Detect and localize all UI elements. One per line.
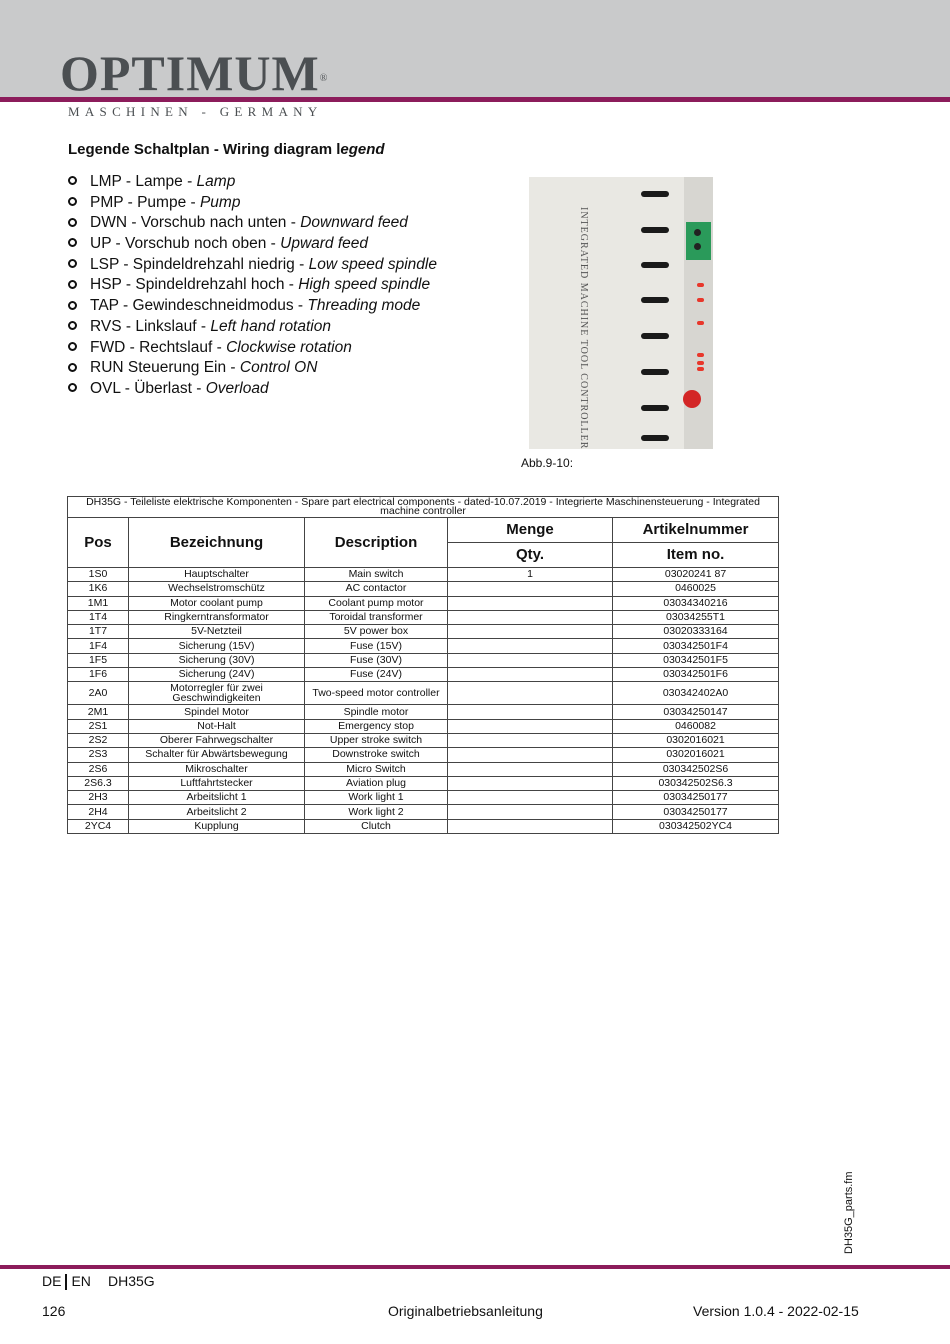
table-cell: Ringkerntransformator — [129, 610, 305, 624]
table-cell: Micro Switch — [305, 762, 448, 776]
table-row — [68, 639, 779, 653]
bullet-icon — [68, 176, 77, 185]
vent-slot — [641, 262, 669, 268]
table-cell — [448, 596, 613, 610]
status-led — [697, 367, 704, 371]
table-cell: Arbeitslicht 2 — [129, 805, 305, 819]
table-cell: Clutch — [305, 819, 448, 833]
table-cell: 1T4 — [68, 610, 129, 624]
table-cell — [448, 719, 613, 733]
terminal-rail — [684, 177, 713, 449]
table-cell: AC contactor — [305, 582, 448, 596]
table-cell: 0302016021 — [613, 748, 779, 762]
table-cell: 1K6 — [68, 582, 129, 596]
table-cell: 1S0 — [68, 568, 129, 582]
table-cell — [448, 776, 613, 790]
table-cell: Motor coolant pump — [129, 596, 305, 610]
table-cell: 2YC4 — [68, 819, 129, 833]
vent-slot — [641, 227, 669, 233]
table-caption: DH35G - Teileliste elektrische Komponenten - Spare part electrical components - dated-10.07.2019 - Integrierte Maschinensteuerung - Integrated machine controller — [68, 497, 779, 518]
table-row — [68, 791, 779, 805]
table-cell: 03020241 87 — [613, 568, 779, 582]
legend-item-label: UP - Vorschub noch oben - — [90, 235, 281, 253]
bullet-icon — [68, 197, 77, 206]
legend-item-label: PMP - Pumpe - — [90, 193, 200, 211]
footer-language: DE EN — [42, 1273, 91, 1289]
legend-item — [68, 296, 437, 317]
table-cell: 2H3 — [68, 791, 129, 805]
table-row — [68, 668, 779, 682]
table-cell: Sicherung (24V) — [129, 668, 305, 682]
vent-slot — [641, 405, 669, 411]
status-led — [697, 321, 704, 325]
legend-item-translation: Pump — [199, 193, 241, 211]
legend-item — [68, 358, 437, 379]
legend-item — [68, 338, 437, 359]
col-item: Item no. — [613, 543, 779, 568]
legend-item-translation: High speed spindle — [298, 276, 431, 294]
table-cell: Spindle motor — [305, 705, 448, 719]
table-cell: Coolant pump motor — [305, 596, 448, 610]
table-cell: Toroidal transformer — [305, 610, 448, 624]
table-cell: 1F5 — [68, 653, 129, 667]
legend-item-label: RUN Steuerung Ein - — [90, 359, 240, 377]
table-cell: Upper stroke switch — [305, 733, 448, 747]
bullet-icon — [68, 218, 77, 227]
table-cell: Not-Halt — [129, 719, 305, 733]
table-cell: Fuse (30V) — [305, 653, 448, 667]
parts-table — [67, 496, 779, 834]
table-cell — [448, 625, 613, 639]
table-cell: Aviation plug — [305, 776, 448, 790]
table-cell — [448, 682, 613, 705]
col-pos: Pos — [68, 518, 129, 568]
table-cell — [448, 791, 613, 805]
controller-photo — [529, 177, 713, 449]
table-cell: 2S6.3 — [68, 776, 129, 790]
side-filename: DH35G_parts.fm — [843, 1171, 855, 1254]
legend-item-label: OVL - Überlast - — [90, 379, 206, 397]
table-cell: Sicherung (30V) — [129, 653, 305, 667]
terminal-screw — [694, 243, 701, 250]
table-cell: 030342402A0 — [613, 682, 779, 705]
bullet-icon — [68, 259, 77, 268]
table-cell: Arbeitslicht 1 — [129, 791, 305, 805]
table-cell: Downstroke switch — [305, 748, 448, 762]
legend-item-translation: Lamp — [196, 173, 236, 190]
table-cell: Luftfahrtstecker — [129, 776, 305, 790]
col-artikel: Artikelnummer — [613, 518, 779, 543]
bullet-icon — [68, 301, 77, 310]
vent-slot — [641, 369, 669, 375]
legend-item-label: LMP - Lampe - — [90, 173, 197, 190]
legend-item-label: RVS - Linkslauf - — [90, 317, 211, 335]
footer-version: Version 1.0.4 - 2022-02-15 — [693, 1303, 859, 1319]
bullet-icon — [68, 383, 77, 392]
table-cell: 2S2 — [68, 733, 129, 747]
legend-item-translation: Low speed spindle — [308, 255, 437, 273]
table-cell — [448, 668, 613, 682]
table-cell: 5V power box — [305, 625, 448, 639]
legend-item — [68, 379, 437, 400]
table-cell: 03034340216 — [613, 596, 779, 610]
legend-item-label: HSP - Spindeldrehzahl hoch - — [90, 276, 299, 294]
table-cell: 0460082 — [613, 719, 779, 733]
table-cell: Motorregler für zwei Geschwindigkeiten — [129, 682, 305, 705]
brand-logo: OPTIMUM® — [60, 45, 329, 101]
legend-item-translation: Threading mode — [307, 297, 421, 315]
footer-document-title: Originalbetriebsanleitung — [388, 1303, 543, 1319]
table-cell: 03034255T1 — [613, 610, 779, 624]
table-cell: 0302016021 — [613, 733, 779, 747]
status-led — [697, 298, 704, 302]
legend-item — [68, 172, 437, 193]
table-cell — [448, 639, 613, 653]
table-row — [68, 805, 779, 819]
table-row — [68, 582, 779, 596]
col-menge: Menge — [448, 518, 613, 543]
table-cell: 030342502S6 — [613, 762, 779, 776]
status-led — [697, 361, 704, 365]
controller-photo-label: INTEGRATED MACHINE TOOL CONTROLLER — [578, 207, 589, 449]
section-title: Legende Schaltplan - Wiring diagram legend — [68, 141, 385, 158]
table-cell: Fuse (24V) — [305, 668, 448, 682]
table-cell: 1F4 — [68, 639, 129, 653]
legend-item-label: LSP - Spindeldrehzahl niedrig - — [90, 255, 309, 273]
table-cell: 03020333164 — [613, 625, 779, 639]
table-row — [68, 596, 779, 610]
table-cell: Work light 2 — [305, 805, 448, 819]
table-cell: 1 — [448, 568, 613, 582]
col-description: Description — [305, 518, 448, 568]
table-cell: 03034250177 — [613, 791, 779, 805]
table-row — [68, 719, 779, 733]
table-cell: 2S6 — [68, 762, 129, 776]
legend-item — [68, 255, 437, 276]
legend-item — [68, 317, 437, 338]
table-cell — [448, 610, 613, 624]
legend-item — [68, 234, 437, 255]
green-terminal-block — [686, 222, 711, 260]
table-cell: 0460025 — [613, 582, 779, 596]
table-row — [68, 762, 779, 776]
red-button — [683, 390, 701, 408]
legend-item-translation: Control ON — [239, 359, 318, 377]
table-cell: 030342501F4 — [613, 639, 779, 653]
table-cell: 1M1 — [68, 596, 129, 610]
bullet-icon — [68, 342, 77, 351]
table-cell: 1F6 — [68, 668, 129, 682]
table-cell: Work light 1 — [305, 791, 448, 805]
legend-item — [68, 193, 437, 214]
legend-item-translation: Clockwise rotation — [226, 338, 352, 356]
table-cell: Emergency stop — [305, 719, 448, 733]
table-row — [68, 776, 779, 790]
vent-slot — [641, 191, 669, 197]
legend-list — [68, 172, 437, 400]
table-row — [68, 733, 779, 747]
legend-item-translation: Overload — [205, 379, 269, 397]
vent-slot — [641, 297, 669, 303]
legend-item — [68, 213, 437, 234]
table-cell: Two-speed motor controller — [305, 682, 448, 705]
table-cell: Wechselstromschütz — [129, 582, 305, 596]
table-row — [68, 653, 779, 667]
table-cell: 030342502YC4 — [613, 819, 779, 833]
table-cell — [448, 705, 613, 719]
status-led — [697, 283, 704, 287]
footer-accent-line — [0, 1265, 950, 1269]
table-cell: 03034250177 — [613, 805, 779, 819]
legend-item-translation: Downward feed — [300, 214, 408, 232]
vent-slot — [641, 435, 669, 441]
table-cell: 2M1 — [68, 705, 129, 719]
legend-item — [68, 275, 437, 296]
table-cell: Main switch — [305, 568, 448, 582]
table-cell: Fuse (15V) — [305, 639, 448, 653]
table-cell: 030342501F5 — [613, 653, 779, 667]
table-cell — [448, 819, 613, 833]
table-cell: Oberer Fahrwegschalter — [129, 733, 305, 747]
table-cell: 2S3 — [68, 748, 129, 762]
table-cell — [448, 805, 613, 819]
table-row — [68, 568, 779, 582]
table-cell: Schalter für Abwärtsbewegung — [129, 748, 305, 762]
table-row — [68, 819, 779, 833]
status-led — [697, 353, 704, 357]
brand-subtitle: MASCHINEN - GERMANY — [68, 104, 323, 119]
table-cell — [448, 653, 613, 667]
table-cell — [448, 582, 613, 596]
table-cell: 030342502S6.3 — [613, 776, 779, 790]
table-cell: Hauptschalter — [129, 568, 305, 582]
bullet-icon — [68, 238, 77, 247]
table-cell — [448, 733, 613, 747]
table-cell: 5V-Netzteil — [129, 625, 305, 639]
col-bezeichnung: Bezeichnung — [129, 518, 305, 568]
legend-item-label: DWN - Vorschub nach unten - — [90, 214, 301, 232]
table-cell: Kupplung — [129, 819, 305, 833]
table-row — [68, 610, 779, 624]
table-cell: 1T7 — [68, 625, 129, 639]
table-row — [68, 748, 779, 762]
bullet-icon — [68, 363, 77, 372]
table-cell: 2S1 — [68, 719, 129, 733]
page-number: 126 — [42, 1303, 66, 1319]
table-row — [68, 682, 779, 705]
table-cell: 030342501F6 — [613, 668, 779, 682]
legend-item-label: TAP - Gewindeschneidmodus - — [90, 297, 308, 315]
table-cell: Sicherung (15V) — [129, 639, 305, 653]
legend-item-translation: Left hand rotation — [210, 317, 331, 335]
table-cell: 2H4 — [68, 805, 129, 819]
table-cell — [448, 748, 613, 762]
table-cell: Mikroschalter — [129, 762, 305, 776]
table-cell: 03034250147 — [613, 705, 779, 719]
table-cell: Spindel Motor — [129, 705, 305, 719]
bullet-icon — [68, 280, 77, 289]
legend-item-translation: Upward feed — [280, 235, 369, 253]
terminal-screw — [694, 229, 701, 236]
table-row — [68, 625, 779, 639]
table-cell — [448, 762, 613, 776]
bullet-icon — [68, 321, 77, 330]
table-cell: 2A0 — [68, 682, 129, 705]
figure-caption: Abb.9-10: — [521, 456, 574, 470]
vent-slot — [641, 333, 669, 339]
language-separator — [65, 1274, 67, 1290]
footer-model: DH35G — [108, 1273, 155, 1289]
legend-item-label: FWD - Rechtslauf - — [90, 338, 227, 356]
col-qty: Qty. — [448, 543, 613, 568]
table-row — [68, 705, 779, 719]
